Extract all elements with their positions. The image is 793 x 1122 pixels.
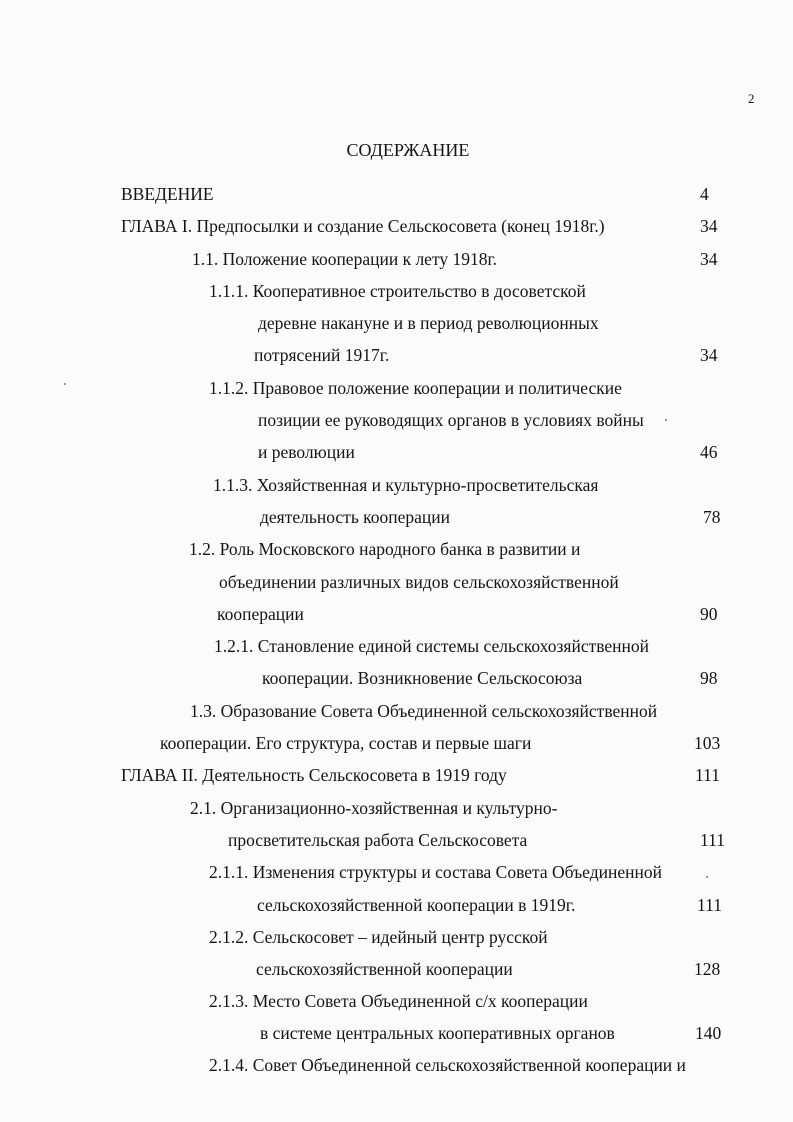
toc-entry-text: кооперации. Его структура, состав и первые шаги — [160, 733, 532, 753]
toc-entry-text: позиции ее руководящих органов в условиях войны — [258, 410, 644, 430]
toc-entry-text: ВВЕДЕНИЕ — [121, 184, 214, 204]
toc-entry-page: 4 — [700, 184, 709, 204]
toc-entry-text: и революции — [258, 442, 355, 462]
toc-entry-text: в системе центральных кооперативных органов — [260, 1023, 615, 1043]
toc-entry-text: 2.1.1. Изменения структуры и состава Совета Объединенной — [209, 862, 662, 882]
toc-entry-text: просветительская работа Сельскосовета — [228, 830, 528, 850]
toc-entry-page: 103 — [694, 733, 721, 753]
scan-speck — [706, 876, 708, 878]
toc-entry-text: 1.1. Положение кооперации к лету 1918г. — [192, 249, 498, 269]
toc-entry-text: 1.2. Роль Московского народного банка в развитии и — [189, 539, 581, 559]
toc-entry-text: сельскохозяйственной кооперации — [256, 959, 513, 979]
toc-entry-text: деятельность кооперации — [260, 507, 451, 527]
toc-entry-page: 111 — [700, 830, 725, 850]
toc-entry-text: кооперации — [217, 604, 304, 624]
page-number: 2 — [748, 91, 755, 106]
toc-entry-text: ГЛАВА I. Предпосылки и создание Сельскосовета (конец 1918г.) — [121, 216, 605, 236]
toc-entry-page: 34 — [700, 345, 718, 365]
toc-entry-text: кооперации. Возникновение Сельскосоюза — [262, 668, 583, 688]
toc-entry-page: 128 — [694, 959, 721, 979]
scan-speck — [64, 383, 66, 385]
toc-entry-text: 2.1.3. Место Совета Объединенной с/х кооперации — [209, 991, 588, 1011]
scan-speck — [665, 419, 667, 421]
toc-entry-text: сельскохозяйственной кооперации в 1919г. — [257, 895, 576, 915]
toc-entry-page: 111 — [697, 895, 722, 915]
toc-entry-page: 46 — [700, 442, 718, 462]
toc-entry-page: 90 — [700, 604, 718, 624]
toc-entry-page: 34 — [700, 216, 718, 236]
toc-entry-text: деревне накануне и в период революционных — [258, 313, 599, 333]
toc-entry-text: объединении различных видов сельскохозяйственной — [219, 572, 619, 592]
toc-entry-text: 1.3. Образование Совета Объединенной сельскохозяйственной — [190, 701, 658, 721]
toc-entry-text: 2.1.4. Совет Объединенной сельскохозяйственной кооперации и — [209, 1055, 686, 1075]
page-title: СОДЕРЖАНИЕ — [346, 140, 470, 160]
toc-entry-text: 1.1.1. Кооперативное строительство в досоветской — [209, 281, 586, 301]
toc-entry-text: потрясений 1917г. — [254, 345, 390, 365]
toc-entry-text: 1.2.1. Становление единой системы сельскохозяйственной — [214, 636, 650, 656]
toc-entry-text: 2.1. Организационно-хозяйственная и культурно- — [190, 798, 558, 818]
toc-entry-text: ГЛАВА II. Деятельность Сельскосовета в 1919 году — [121, 765, 507, 785]
toc-entry-page: 140 — [695, 1023, 722, 1043]
toc-entry-page: 98 — [700, 668, 718, 688]
toc-entry-text: 1.1.2. Правовое положение кооперации и политические — [209, 378, 622, 398]
toc-entry-page: 34 — [700, 249, 718, 269]
toc-entry-page: 78 — [703, 507, 721, 527]
toc-entry-page: 111 — [695, 765, 720, 785]
toc-entry-text: 1.1.3. Хозяйственная и культурно-просветительская — [213, 475, 599, 495]
toc-entry-text: 2.1.2. Сельскосовет – идейный центр русской — [209, 927, 548, 947]
